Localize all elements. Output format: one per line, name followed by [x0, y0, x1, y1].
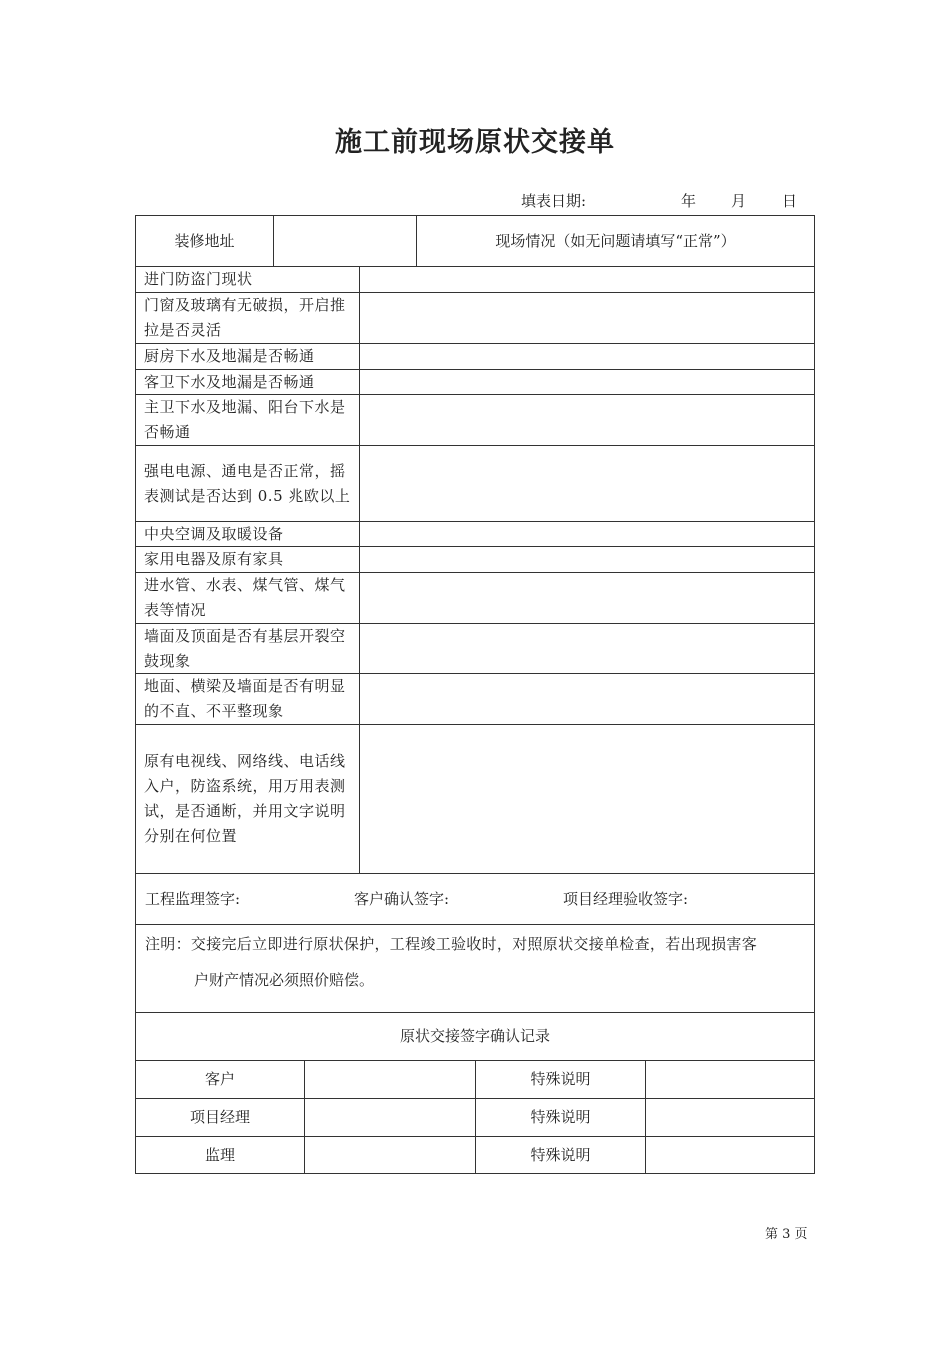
record-special-label: 特殊说明: [530, 1070, 591, 1088]
record-special-label: 特殊说明: [530, 1108, 591, 1126]
handover-form-table: [135, 215, 815, 1174]
item-label: 中央空调及取暖设备: [144, 524, 284, 543]
record-title: 原状交接签字确认记录: [399, 1027, 550, 1045]
item-label: 客卫下水及地漏是否畅通: [144, 372, 315, 391]
item-value-field[interactable]: [360, 624, 814, 673]
date-month-label: 月: [731, 192, 747, 210]
manager-signature-label: 项目经理验收签字:: [563, 889, 689, 908]
supervisor-signature-label: 工程监理签字:: [145, 889, 241, 908]
address-field[interactable]: [274, 216, 416, 266]
item-label: 地面、横梁及墙面是否有明显的不直、不平整现象: [144, 677, 346, 720]
item-value-field[interactable]: [360, 293, 814, 343]
record-special-field[interactable]: [646, 1099, 814, 1136]
record-special-field[interactable]: [646, 1137, 814, 1174]
item-label: 主卫下水及地漏、阳台下水是否畅通: [144, 398, 346, 441]
page-title: 施工前现场原状交接单: [335, 127, 615, 158]
fill-date-label: 填表日期:: [521, 192, 587, 210]
note-text-continued: 户财产情况必须照价赔偿。: [194, 971, 375, 989]
item-value-field[interactable]: [360, 395, 814, 445]
record-role-label: 客户: [204, 1070, 235, 1088]
date-day-label: 日: [782, 192, 798, 210]
item-value-field[interactable]: [360, 725, 814, 873]
record-signature-field[interactable]: [305, 1137, 475, 1174]
item-value-field[interactable]: [360, 267, 814, 292]
customer-signature-label: 客户确认签字:: [354, 889, 450, 908]
item-value-field[interactable]: [360, 547, 814, 572]
item-label: 原有电视线、网络线、电话线入户，防盗系统，用万用表测试，是否通断，并用文字说明分别在何位置: [144, 752, 346, 845]
record-role-label: 监理: [204, 1146, 235, 1164]
address-label: 装修地址: [174, 231, 235, 250]
item-value-field[interactable]: [360, 522, 814, 546]
page-number: 第 3 页: [765, 1227, 808, 1242]
note-text: 注明：交接完后立即进行原状保护，工程竣工验收时，对照原状交接单检查，若出现损害客: [145, 935, 758, 953]
record-signature-field[interactable]: [305, 1099, 475, 1136]
item-label: 进水管、水表、煤气管、煤气表等情况: [144, 576, 346, 619]
item-value-field[interactable]: [360, 573, 814, 623]
record-role-label: 项目经理: [189, 1108, 250, 1126]
record-signature-field[interactable]: [305, 1061, 475, 1098]
item-label: 家用电器及原有家具: [144, 550, 284, 568]
item-label: 厨房下水及地漏是否畅通: [144, 347, 315, 365]
situation-header: 现场情况（如无问题请填写“正常”）: [495, 231, 736, 250]
record-special-field[interactable]: [646, 1061, 814, 1098]
item-value-field[interactable]: [360, 370, 814, 394]
item-label: 进门防盗门现状: [144, 270, 253, 288]
record-special-label: 特殊说明: [530, 1146, 591, 1164]
item-label: 门窗及玻璃有无破损，开启推拉是否灵活: [144, 296, 346, 339]
date-year-label: 年: [681, 192, 697, 210]
item-value-field[interactable]: [360, 446, 814, 521]
item-label: 墙面及顶面是否有基层开裂空鼓现象: [144, 626, 346, 670]
divider: [136, 924, 814, 925]
item-value-field[interactable]: [360, 674, 814, 724]
item-label: 强电电源、通电是否正常，摇表测试是否达到 0.5 兆欧以上: [144, 461, 351, 505]
fill-date-line: [0, 190, 950, 212]
item-value-field[interactable]: [360, 344, 814, 369]
